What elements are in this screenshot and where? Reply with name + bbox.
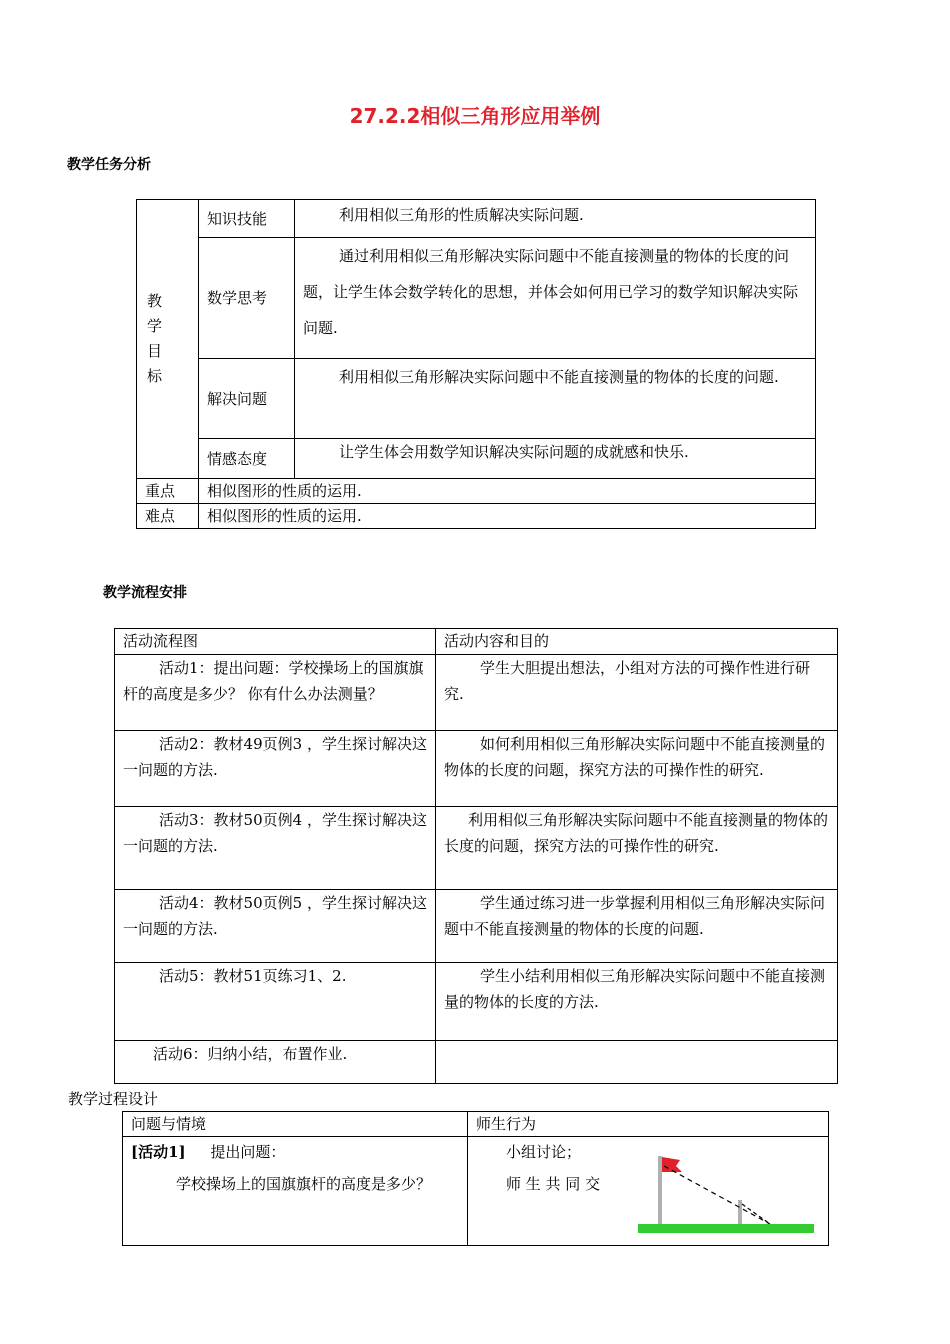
- goal-label: 情感态度: [199, 439, 295, 479]
- flow-purpose: 学生小结利用相似三角形解决实际问题中不能直接测量的物体的长度的方法.: [436, 963, 838, 1041]
- flag: [662, 1157, 682, 1172]
- process-situation-cell: [123, 1137, 468, 1246]
- flow-purpose: [436, 1041, 838, 1084]
- goals-header-char: 目: [147, 342, 163, 360]
- marker-pole: [738, 1200, 742, 1224]
- activity-tag: [活动1]: [131, 1143, 186, 1161]
- goal-label: 解决问题: [199, 359, 295, 439]
- difficulty-content: 相似图形的性质的运用.: [199, 504, 816, 529]
- flow-activity: 活动6：归纳小结，布置作业.: [115, 1041, 436, 1084]
- flow-col-header: 活动内容和目的: [436, 629, 838, 655]
- process-discuss: 小组讨论；: [506, 1143, 582, 1161]
- activity-title: 提出问题：: [210, 1143, 286, 1161]
- flow-activity: 活动3：教材50页例4 ，学生探讨解决这一问题的方法.: [115, 807, 436, 890]
- page-title: 27.2.2相似三角形应用举例: [349, 104, 601, 128]
- key-point-content: 相似图形的性质的运用.: [199, 479, 816, 504]
- goal-content: 让学生体会用数学知识解决实际问题的成就感和快乐.: [295, 439, 816, 479]
- flow-activity: 活动1：提出问题：学校操场上的国旗旗杆的高度是多少？ 你有什么办法测量？: [115, 655, 436, 731]
- goals-row-header: [137, 200, 199, 479]
- section-heading-flow: 教学流程安排: [103, 585, 187, 601]
- key-point-label: 重点: [137, 479, 199, 504]
- goal-label: 数学思考: [199, 238, 295, 359]
- section-heading-task-analysis: 教学任务分析: [67, 157, 151, 173]
- flow-activity: 活动5：教材51页练习1、2.: [115, 963, 436, 1041]
- process-col-header: 师生行为: [468, 1112, 829, 1137]
- flow-col-header: 活动流程图: [115, 629, 436, 655]
- shadow-line: [742, 1204, 770, 1224]
- flow-purpose: 利用相似三角形解决实际问题中不能直接测量的物体的长度的问题，探究方法的可操作性的研究.: [436, 807, 838, 890]
- goals-table: [136, 199, 816, 529]
- flow-table: [114, 628, 838, 1084]
- ground: [638, 1224, 814, 1233]
- process-col-header: 问题与情境: [123, 1112, 468, 1137]
- flow-activity: 活动2：教材49页例3 ，学生探讨解决这一问题的方法.: [115, 731, 436, 807]
- flow-activity: 活动4：教材50页例5 ，学生探讨解决这一问题的方法.: [115, 890, 436, 963]
- goal-label: 知识技能: [199, 200, 295, 238]
- goals-header-char: 学: [147, 317, 163, 335]
- goal-content: 利用相似三角形解决实际问题中不能直接测量的物体的长度的问题.: [295, 359, 816, 439]
- flow-purpose: 学生大胆提出想法，小组对方法的可操作性进行研究.: [436, 655, 838, 731]
- goals-header-char: 标: [147, 367, 163, 385]
- difficulty-label: 难点: [137, 504, 199, 529]
- process-question: 学校操场上的国旗旗杆的高度是多少？: [176, 1175, 432, 1193]
- flagpole: [658, 1156, 662, 1224]
- flagpole-shadow-diagram: [630, 1150, 820, 1240]
- goal-content: 利用相似三角形的性质解决实际问题.: [295, 200, 816, 238]
- goals-header-char: 教: [147, 292, 163, 310]
- goal-content: 通过利用相似三角形解决实际问题中不能直接测量的物体的长度的问题，让学生体会数学转化的思想，并体会如何用已学习的数学知识解决实际问题.: [295, 238, 816, 359]
- flow-purpose: 学生通过练习进一步掌握利用相似三角形解决实际问题中不能直接测量的物体的长度的问题.: [436, 890, 838, 963]
- flow-purpose: 如何利用相似三角形解决实际问题中不能直接测量的物体的长度的问题，探究方法的可操作性的研究.: [436, 731, 838, 807]
- section-heading-process: 教学过程设计: [68, 1090, 159, 1108]
- sight-line: [664, 1166, 770, 1224]
- process-teacher-student: 师 生 共 同 交: [506, 1175, 601, 1193]
